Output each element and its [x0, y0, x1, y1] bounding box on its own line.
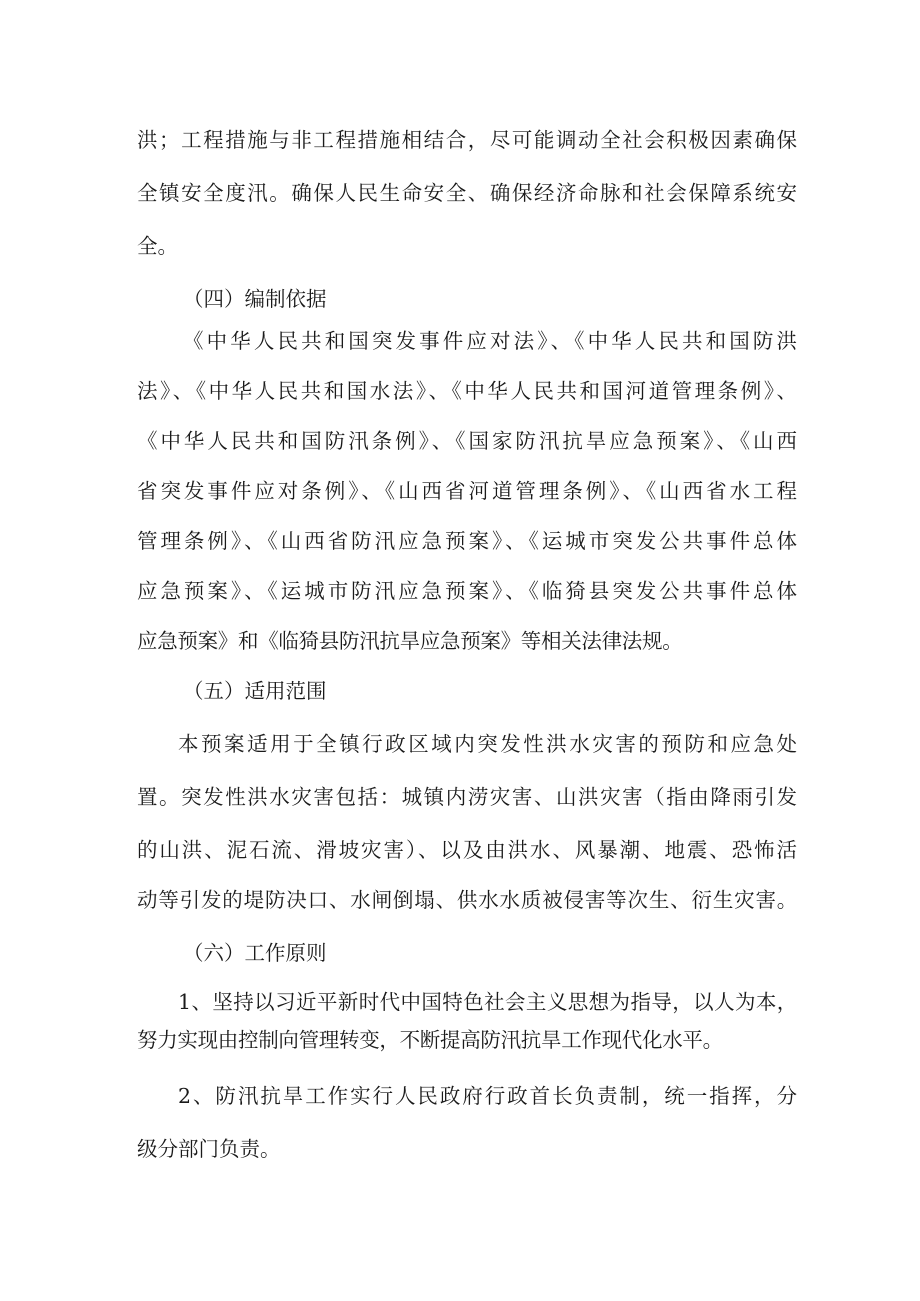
body-text-line: 1、坚持以习近平新时代中国特色社会主义思想为指导，以人为本，: [178, 990, 797, 1014]
body-text-line: 动等引发的堤防决口、水闸倒塌、供水水质被侵害等次生、衍生灾害。: [137, 888, 797, 912]
section-heading-5: （五）适用范围: [183, 679, 327, 703]
body-text-line: 《中华人民共和国突发事件应对法》、《中华人民共和国防洪: [183, 329, 797, 353]
body-text-line: 置。突发性洪水灾害包括：城镇内涝灾害、山洪灾害（指由降雨引发: [137, 785, 797, 809]
section-heading-4: （四）编制依据: [183, 287, 327, 311]
body-text-line: 全。: [137, 234, 178, 258]
body-text-line: 全镇安全度汛。确保人民生命安全、确保经济命脉和社会保障系统安: [137, 181, 797, 205]
body-text-line: 《中华人民共和国防汛条例》、《国家防汛抗旱应急预案》、《山西: [137, 429, 797, 453]
body-text-line: 2、防汛抗旱工作实行人民政府行政首长负责制，统一指挥，分: [178, 1084, 797, 1108]
body-text-line: 应急预案》和《临猗县防汛抗旱应急预案》等相关法律法规。: [137, 629, 683, 653]
body-text-line: 省突发事件应对条例》、《山西省河道管理条例》、《山西省水工程: [137, 479, 797, 503]
body-text-line: 洪；工程措施与非工程措施相结合，尽可能调动全社会积极因素确保: [137, 128, 797, 152]
section-heading-6: （六）工作原则: [183, 941, 327, 965]
body-text-line: 应急预案》、《运城市防汛应急预案》、《临猗县突发公共事件总体: [137, 579, 797, 603]
body-text-line: 本预案适用于全镇行政区域内突发性洪水灾害的预防和应急处: [178, 732, 797, 756]
body-text-line: 努力实现由控制向管理转变，不断提高防汛抗旱工作现代化水平。: [137, 1028, 723, 1052]
body-text-line: 级分部门负责。: [137, 1137, 281, 1161]
body-text-line: 的山洪、泥石流、滑坡灾害）、以及由洪水、风暴潮、地震、恐怖活: [137, 838, 797, 862]
body-text-line: 管理条例》、《山西省防汛应急预案》、《运城市突发公共事件总体: [137, 529, 797, 553]
body-text-line: 法》、《中华人民共和国水法》、《中华人民共和国河道管理条例》、: [137, 379, 797, 403]
